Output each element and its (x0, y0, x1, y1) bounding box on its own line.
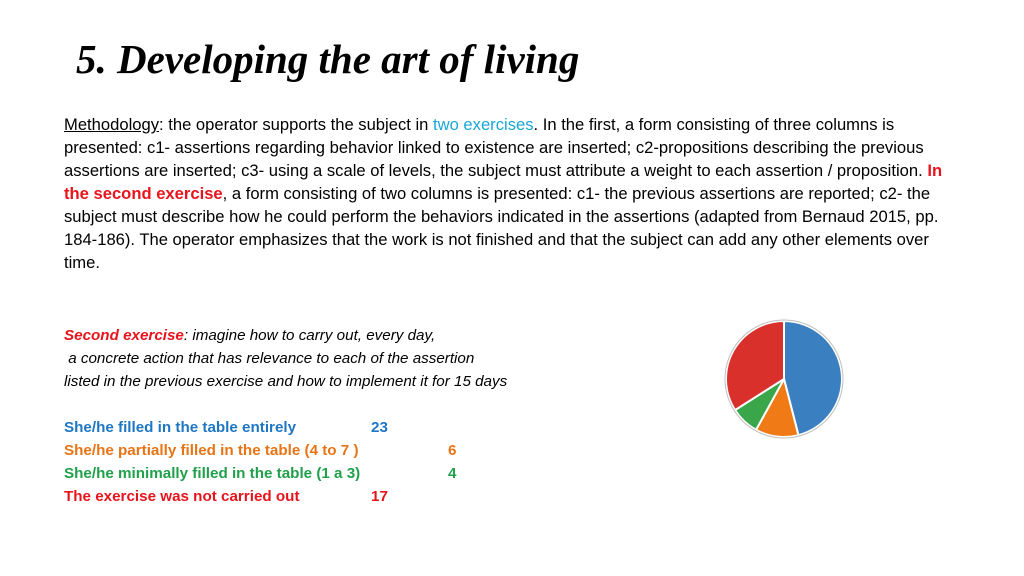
result-row (64, 416, 388, 439)
result-label: She/he filled in the table entirely (64, 419, 297, 436)
result-value: 6 (448, 442, 457, 459)
result-row (64, 462, 457, 485)
result-value: 4 (448, 465, 457, 482)
result-value: 23 (371, 419, 388, 436)
methodology-paragraph (64, 113, 944, 274)
page-title: 5. Developing the art of living (76, 36, 580, 82)
results-list (64, 416, 457, 508)
second-exercise-line-2: a concrete action that has relevance to each of the assertion (64, 350, 475, 367)
result-label: The exercise was not carried out (64, 488, 300, 505)
two-exercises-highlight: two exercises (433, 115, 534, 134)
result-row (64, 485, 388, 508)
second-exercise-label: Second exercise (64, 327, 184, 344)
result-value: 17 (371, 488, 388, 505)
second-exercise-line-1 (64, 324, 664, 347)
second-exercise-block (64, 324, 664, 393)
result-label: She/he minimally filled in the table (1 a 3) (64, 465, 361, 482)
methodology-text-3: , a form consisting of two columns is presented: c1- the previous assertions are reported; c2- the subject must describe how he could perform the behaviors indicated in the assertions (adapted from Bernaud 2015, pp. 184-186). The operator emphasizes that the work is not finished and that the subject can add any other elements over time. (64, 184, 939, 272)
methodology-label: Methodology (64, 115, 160, 134)
second-exercise-line-3: listed in the previous exercise and how to implement it for 15 days (64, 373, 508, 390)
result-label: She/he partially filled in the table (4 to 7 ) (64, 442, 359, 459)
second-exercise-text-1: : imagine how to carry out, every day, (183, 327, 436, 344)
methodology-text-1: : the operator supports the subject in (159, 115, 433, 134)
second-exercise-highlight: In the second exercise (64, 161, 943, 203)
results-pie-chart (722, 317, 846, 441)
result-row (64, 439, 457, 462)
methodology-text-2: . In the first, a form consisting of three columns is presented: c1- assertions regarding behavior linked to existence are inserted; c2-propositions describing the previous assertions are inserted; c3- using a scale of levels, the subject must attribute a weight to each assertion / proposition. (64, 115, 928, 180)
